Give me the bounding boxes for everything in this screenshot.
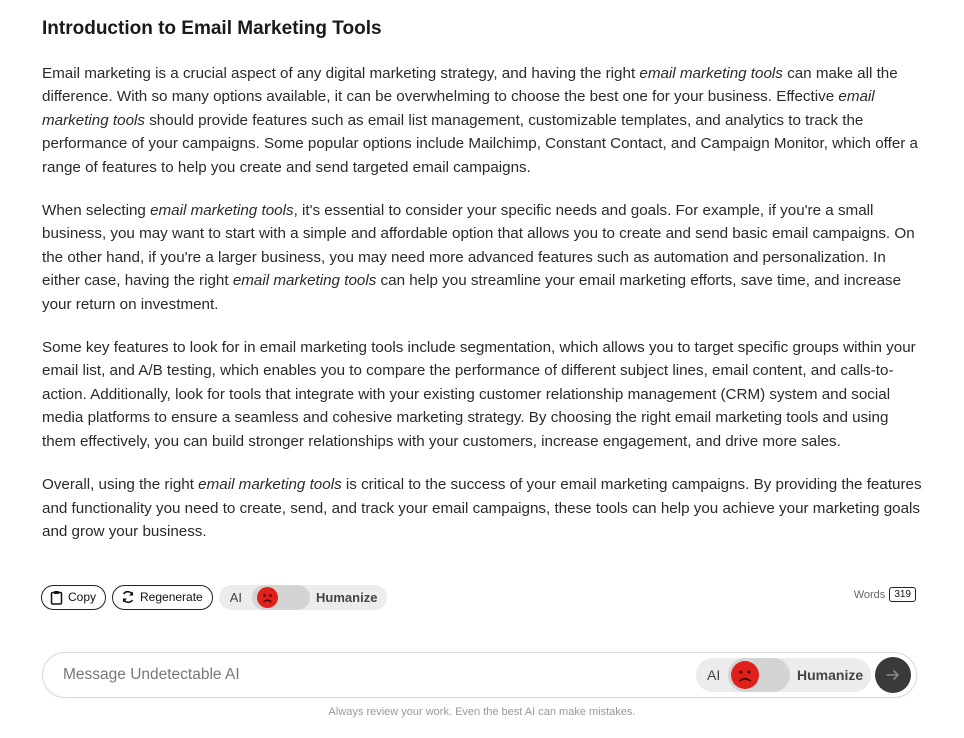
paragraph-text: can help you streamline your email marketing efforts, save time, and increase your return on investment. — [42, 272, 902, 313]
emphasized-keyword: email marketing tools — [42, 88, 875, 129]
emphasized-keyword: email marketing tools — [639, 65, 783, 82]
toggle-ai-label: AI — [229, 589, 243, 605]
emphasized-keyword: email marketing tools — [198, 476, 342, 494]
sad-face-icon — [257, 587, 278, 608]
word-count-label: Words — [853, 588, 886, 601]
article-paragraph — [42, 336, 922, 453]
paragraph-text: When selecting — [42, 202, 151, 220]
message-composer — [42, 652, 917, 698]
word-count-value: 319 — [889, 587, 916, 602]
arrow-right-icon — [885, 667, 901, 683]
copy-button[interactable] — [41, 585, 106, 610]
word-count — [854, 587, 916, 602]
regenerate-button-label: Regenerate — [140, 590, 203, 604]
composer-toggle-ai-label: AI — [707, 667, 721, 683]
toggle-humanize-label: Humanize — [316, 589, 378, 605]
composer-toggle-humanize-label: Humanize — [797, 667, 864, 683]
sad-face-icon — [731, 661, 759, 689]
refresh-icon — [121, 590, 135, 604]
send-button[interactable] — [875, 657, 911, 693]
response-actions — [41, 584, 916, 610]
paragraph-text: Some key features to look for in email marketing tools include segmentation, which allows you to target specific groups within your email list, and A/B testing, which enables you to compare the performance of different subject lines, email content, and calls-to-action. Additionally, look for tools that integrate with your existing customer relationship management (CRM) system and social media platforms to ensure a seamless and cohesive marketing strategy. By choosing the right email marketing tools and using them effectively, you can build stronger relationships with your customers, increase engagement, and drive more sales. — [42, 339, 916, 450]
article-paragraph — [42, 62, 922, 179]
paragraph-text: Overall, using the right — [42, 476, 199, 494]
article-paragraph — [42, 473, 922, 543]
composer-toggle-track[interactable] — [728, 658, 790, 692]
ai-humanize-toggle[interactable] — [219, 585, 388, 610]
toggle-track[interactable] — [252, 585, 310, 610]
ai-disclaimer: Always review your work. Even the best AI can make mistakes. — [328, 706, 636, 718]
copy-button-label: Copy — [68, 590, 97, 604]
paragraph-text: can make all the difference. With so many options available, it can be overwhelming to choose the best one for your business. Effective — [42, 65, 898, 106]
paragraph-text: should provide features such as email list management, customizable templates, and analytics to track the performance of your campaigns. Some popular options include Mailchimp, Constant Contact, and Campaign Monitor, which offer a range of features to help you create and send targeted email campaigns. — [42, 111, 918, 176]
emphasized-keyword: email marketing tools — [150, 202, 294, 220]
paragraph-text: is critical to the success of your email marketing campaigns. By providing the features and functionality you need to create, send, and track your email campaigns, these tools can help you achieve your marketing goals and grow your business. — [42, 476, 922, 540]
emphasized-keyword: email marketing tools — [232, 272, 377, 290]
composer-ai-humanize-toggle[interactable] — [696, 658, 871, 692]
response-article — [42, 16, 922, 563]
article-paragraph — [42, 199, 922, 316]
message-input[interactable] — [43, 666, 663, 684]
paragraph-text: Email marketing is a crucial aspect of any digital marketing strategy, and having the right — [42, 65, 640, 82]
regenerate-button[interactable] — [112, 585, 213, 610]
article-title: Introduction to Email Marketing Tools — [42, 18, 382, 39]
paragraph-text: , it's essential to consider your specific needs and goals. For example, if you're a small business, you may want to start with a simple and affordable option that allows you to create and send basic email campaigns. On the other hand, if you're a larger business, you may need more advanced features such as automation and personalization. In either case, having the right — [42, 202, 915, 290]
clipboard-icon — [50, 590, 63, 605]
